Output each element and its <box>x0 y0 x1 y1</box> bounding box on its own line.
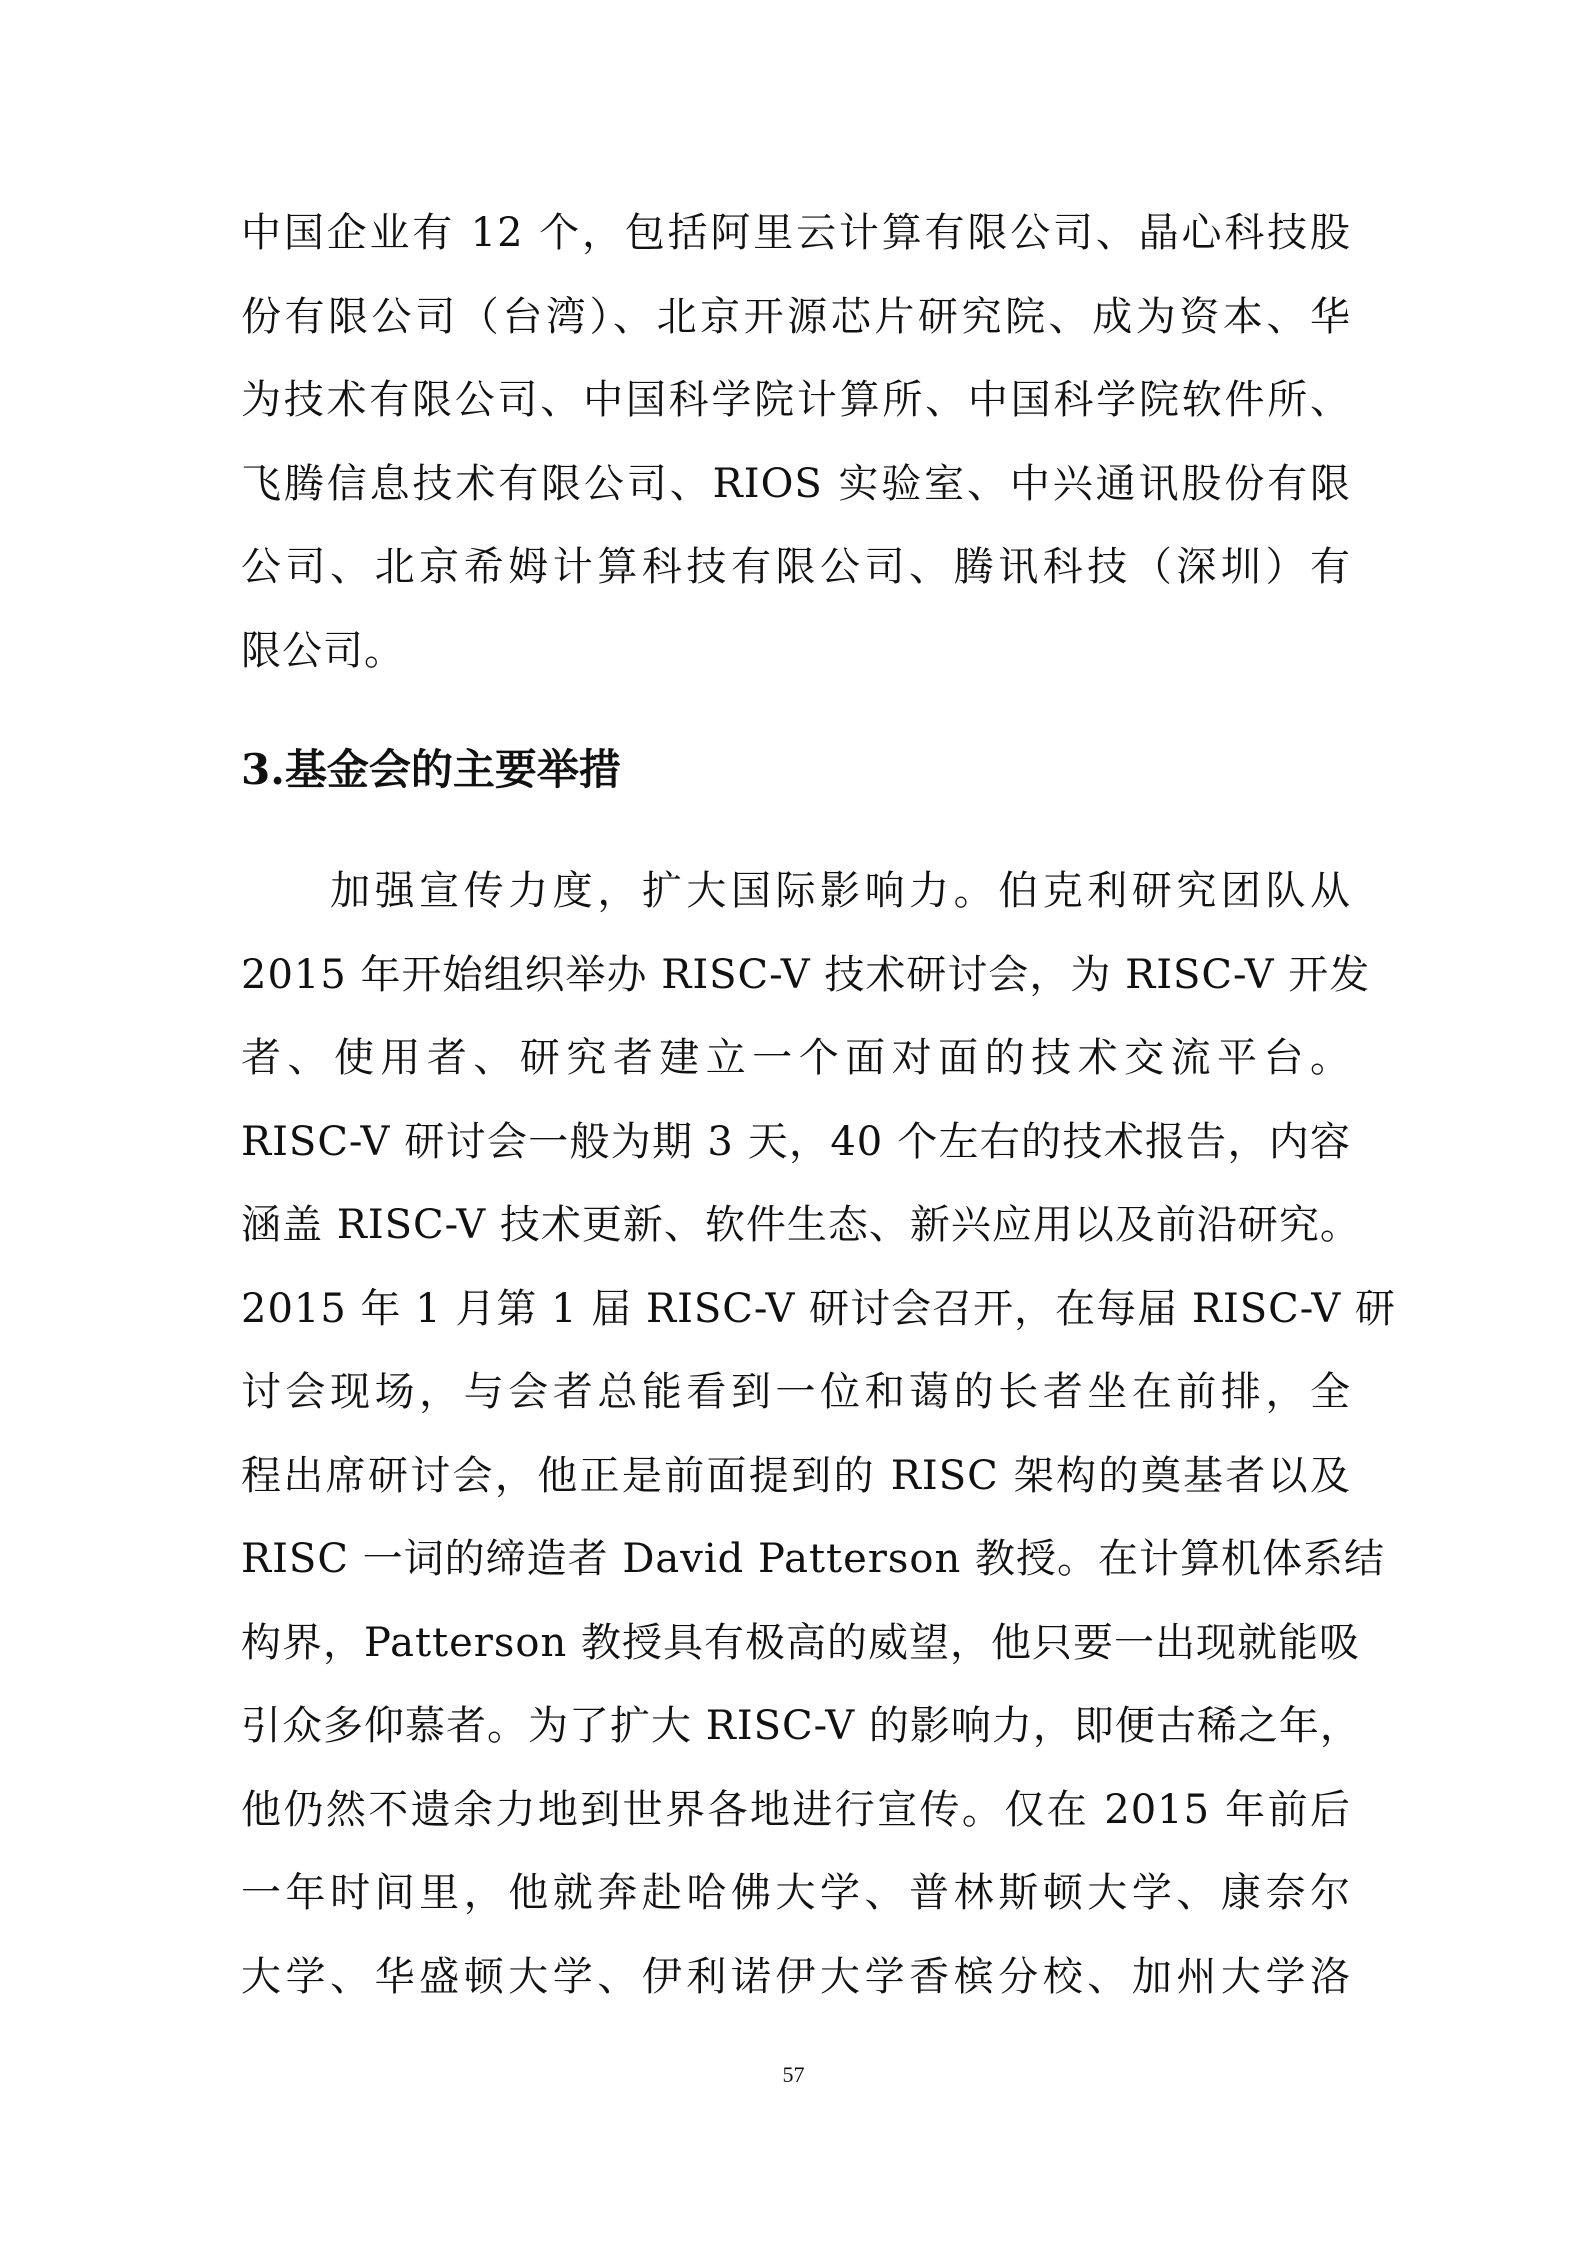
text-line: 大学、华盛顿大学、伊利诺伊大学香槟分校、加州大学洛 <box>241 1953 1351 2000</box>
text-line: 2015 年 1 月第 1 届 RISC-V 研讨会召开，在每届 RISC-V 研 <box>241 1285 1396 1332</box>
text-line: 程出席研讨会，他正是前面提到的 RISC 架构的奠基者以及 <box>241 1452 1351 1499</box>
text-line: 他仍然不遗余力地到世界各地进行宣传。仅在 2015 年前后 <box>241 1786 1351 1833</box>
text-line: 涵盖 RISC-V 技术更新、软件生态、新兴应用以及前沿研究。 <box>241 1202 1361 1248</box>
text-line: 讨会现场，与会者总能看到一位和蔼的长者坐在前排，全 <box>241 1369 1351 1415</box>
text-line: 为技术有限公司、中国科学院计算所、中国科学院软件所、 <box>241 377 1351 423</box>
text-line: 一年时间里，他就奔赴哈佛大学、普林斯顿大学、康奈尔 <box>241 1870 1351 1916</box>
text-line: RISC 一词的缔造者 David Patterson 教授。在计算机体系结 <box>241 1536 1385 1582</box>
text-line: RISC-V 研讨会一般为期 3 天，40 个左右的技术报告，内容 <box>241 1118 1351 1165</box>
text-line: 加强宣传力度，扩大国际影响力。伯克利研究团队从 <box>241 868 1351 914</box>
text-line: 限公司。 <box>241 627 405 674</box>
paragraph-member-companies <box>241 192 1351 693</box>
text-line: 引众多仰慕者。为了扩大 RISC-V 的影响力，即便古稀之年， <box>241 1703 1361 1749</box>
section-heading: 3.基金会的主要举措 <box>241 745 621 794</box>
text-line: 公司、北京希姆计算科技有限公司、腾讯科技（深圳）有 <box>241 544 1351 590</box>
text-line: 者、使用者、研究者建立一个面对面的技术交流平台。 <box>241 1035 1351 1081</box>
text-line: 飞腾信息技术有限公司、RIOS 实验室、中兴通讯股份有限 <box>241 460 1351 507</box>
text-line: 2015 年开始组织举办 RISC-V 技术研讨会，为 RISC-V 开发 <box>241 951 1371 998</box>
page-number: 57 <box>782 2062 805 2087</box>
paragraph-publicity-measures <box>241 850 1396 2019</box>
text-line: 构界，Patterson 教授具有极高的威望，他只要一出现就能吸 <box>241 1619 1360 1666</box>
text-line: 份有限公司（台湾）、北京开源芯片研究院、成为资本、华 <box>241 293 1351 340</box>
text-line: 中国企业有 12 个，包括阿里云计算有限公司、晶心科技股 <box>241 210 1351 256</box>
